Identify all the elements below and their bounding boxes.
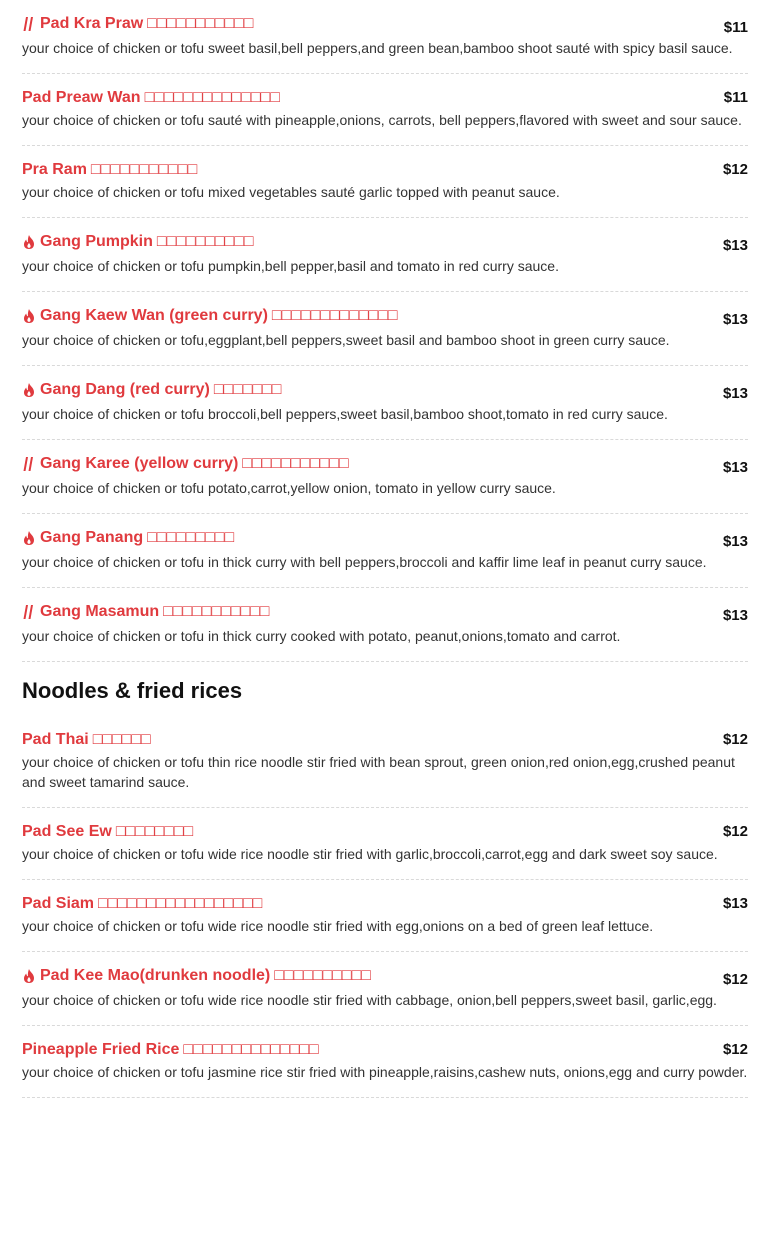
menu-item-description: your choice of chicken or tofu jasmine rice stir fried with pineapple,raisins,cashew nuts, onions,egg and curry powder. <box>22 1064 748 1080</box>
menu-item-title: Pineapple Fried Rice <box>22 1041 180 1058</box>
menu-item-price: $13 <box>722 311 748 328</box>
menu-item-name <box>22 822 193 842</box>
menu-item-title: Pad Kra Praw <box>40 15 144 32</box>
menu-item-header <box>22 966 748 988</box>
menu-item-description: your choice of chicken or tofu wide rice noodle stir fried with egg,onions on a bed of green leaf lettuce. <box>22 918 654 934</box>
menu-item-name <box>22 380 281 400</box>
menu-item-description: your choice of chicken or tofu wide rice noodle stir fried with garlic,broccoli,carrot,egg and dark sweet soy sauce. <box>22 846 718 862</box>
menu-item-header <box>22 160 748 180</box>
menu-item-thai-name: □□□□□□□□□□ <box>156 233 254 250</box>
menu-item-description: your choice of chicken or tofu,eggplant,bell peppers,sweet basil and bamboo shoot in green curry sauce. <box>22 332 670 348</box>
menu-item-name <box>22 88 280 108</box>
menu-item-name <box>22 602 269 622</box>
menu-item-header <box>22 730 748 750</box>
menu-item[interactable] <box>22 808 748 880</box>
menu-item-header <box>22 232 748 254</box>
menu-item[interactable] <box>22 716 748 808</box>
menu-item-header <box>22 14 748 36</box>
menu-item-price: $12 <box>722 731 748 748</box>
menu-item-price: $12 <box>722 823 748 840</box>
menu-item-title: Gang Panang <box>40 529 144 546</box>
menu-item[interactable] <box>22 880 748 952</box>
menu-item-thai-name: □□□□□□□□ <box>115 823 194 840</box>
menu-item-title: Pra Ram <box>22 161 87 178</box>
menu-item-thai-name: □□□□□□□□□□□□□ <box>271 307 398 324</box>
chili-icon <box>22 604 36 620</box>
menu-item-thai-name: □□□□□□□□□□□ <box>163 603 270 620</box>
menu-item-header <box>22 602 748 624</box>
menu-item[interactable] <box>22 588 748 662</box>
flame-icon <box>22 382 36 398</box>
menu-item-price: $11 <box>723 19 748 36</box>
menu-item-name <box>22 894 262 914</box>
menu-item[interactable] <box>22 74 748 146</box>
menu-item-header <box>22 454 748 476</box>
menu-item[interactable] <box>22 440 748 514</box>
menu-item-thai-name: □□□□□□□ <box>213 381 282 398</box>
menu-item-header <box>22 380 748 402</box>
menu-item-thai-name: □□□□□□□□□□□□□□ <box>183 1041 319 1058</box>
menu-item-description: your choice of chicken or tofu pumpkin,bell pepper,basil and tomato in red curry sauce. <box>22 258 559 274</box>
menu-item-name <box>22 730 151 750</box>
menu-item[interactable] <box>22 514 748 588</box>
flame-icon <box>22 530 36 546</box>
menu-item-title: Pad Preaw Wan <box>22 89 141 106</box>
menu-item-name <box>22 528 234 548</box>
menu-item-price: $13 <box>722 237 748 254</box>
menu-item-description: your choice of chicken or tofu thin rice noodle stir fried with bean sprout, green onion,red onion,egg,crushed peanut and sweet tamarind sauce. <box>22 754 735 790</box>
menu-item-header <box>22 894 748 914</box>
menu-item-name <box>22 14 253 34</box>
menu-item-price: $12 <box>722 161 748 178</box>
menu-item-price: $12 <box>722 971 748 988</box>
menu-item[interactable] <box>22 366 748 440</box>
menu-item-name <box>22 232 254 252</box>
menu-item-title: Gang Dang (red curry) <box>40 381 210 398</box>
menu-item-header <box>22 1040 748 1060</box>
flame-icon <box>22 968 36 984</box>
menu-item-title: Gang Masamun <box>40 603 160 620</box>
menu-item-price: $13 <box>722 533 748 550</box>
menu-item-header <box>22 822 748 842</box>
menu-item-price: $13 <box>722 385 748 402</box>
menu-item[interactable] <box>22 218 748 292</box>
menu-item[interactable] <box>22 146 748 218</box>
menu-item-thai-name: □□□□□□□□□ <box>147 529 235 546</box>
menu-item-name <box>22 160 197 180</box>
menu-item-price: $13 <box>722 459 748 476</box>
chili-icon <box>22 456 36 472</box>
menu-item-thai-name: □□□□□□□□□□□ <box>147 15 254 32</box>
menu-item-price: $11 <box>723 89 748 106</box>
menu-item-name <box>22 966 371 986</box>
menu-item-thai-name: □□□□□□□□□□□ <box>90 161 198 178</box>
menu-item-name <box>22 454 349 474</box>
menu-item-header <box>22 88 748 108</box>
menu-item-header <box>22 306 748 328</box>
menu-item[interactable] <box>22 1026 748 1098</box>
menu-item-title: Gang Pumpkin <box>40 233 153 250</box>
menu-item-title: Pad Siam <box>22 895 95 912</box>
menu-item-title: Gang Kaew Wan (green curry) <box>40 307 268 324</box>
menu-item-description: your choice of chicken or tofu broccoli,bell peppers,sweet basil,bamboo shoot,tomato in red curry sauce. <box>22 406 668 422</box>
chili-icon <box>22 16 36 32</box>
section-title: Noodles & fried rices <box>22 678 243 703</box>
menu-item-price: $12 <box>722 1041 748 1058</box>
menu-item-header <box>22 528 748 550</box>
menu-item[interactable] <box>22 292 748 366</box>
flame-icon <box>22 308 36 324</box>
menu-item-description: your choice of chicken or tofu in thick curry with bell peppers,broccoli and kaffir lime leaf in peanut curry sauce. <box>22 554 707 570</box>
menu-item-description: your choice of chicken or tofu mixed vegetables sauté garlic topped with peanut sauce. <box>22 184 560 200</box>
menu-item-name <box>22 306 398 326</box>
menu-item-description: your choice of chicken or tofu potato,carrot,yellow onion, tomato in yellow curry sauce. <box>22 480 556 496</box>
menu-item-description: your choice of chicken or tofu in thick curry cooked with potato, peanut,onions,tomato and carrot. <box>22 628 621 644</box>
menu-item[interactable] <box>22 952 748 1026</box>
menu-item-name <box>22 1040 319 1060</box>
menu-item-thai-name: □□□□□□□□□□ <box>274 967 371 984</box>
menu-item-title: Pad Thai <box>22 731 89 748</box>
flame-icon <box>22 234 36 250</box>
menu-item-description: your choice of chicken or tofu wide rice noodle stir fried with cabbage, onion,bell peppers,sweet basil, garlic,egg. <box>22 992 717 1008</box>
menu-item-title: Gang Karee (yellow curry) <box>40 455 239 472</box>
menu-item-price: $13 <box>722 607 748 624</box>
menu-item-description: your choice of chicken or tofu sauté with pineapple,onions, carrots, bell peppers,flavored with sweet and sour sauce. <box>22 112 742 128</box>
menu-item-title: Pad See Ew <box>22 823 112 840</box>
menu-item-thai-name: □□□□□□□□□□□□□□□□□ <box>98 895 263 912</box>
menu-item-price: $13 <box>722 895 748 912</box>
menu-item-thai-name: □□□□□□ <box>92 731 151 748</box>
menu-item-title: Pad Kee Mao(drunken noodle) <box>40 967 271 984</box>
menu-item-thai-name: □□□□□□□□□□□□□□ <box>144 89 280 106</box>
menu-item-description: your choice of chicken or tofu sweet basil,bell peppers,and green bean,bamboo shoot sauté with spicy basil sauce. <box>22 40 733 56</box>
menu-item[interactable] <box>22 0 748 74</box>
menu-item-thai-name: □□□□□□□□□□□ <box>242 455 349 472</box>
